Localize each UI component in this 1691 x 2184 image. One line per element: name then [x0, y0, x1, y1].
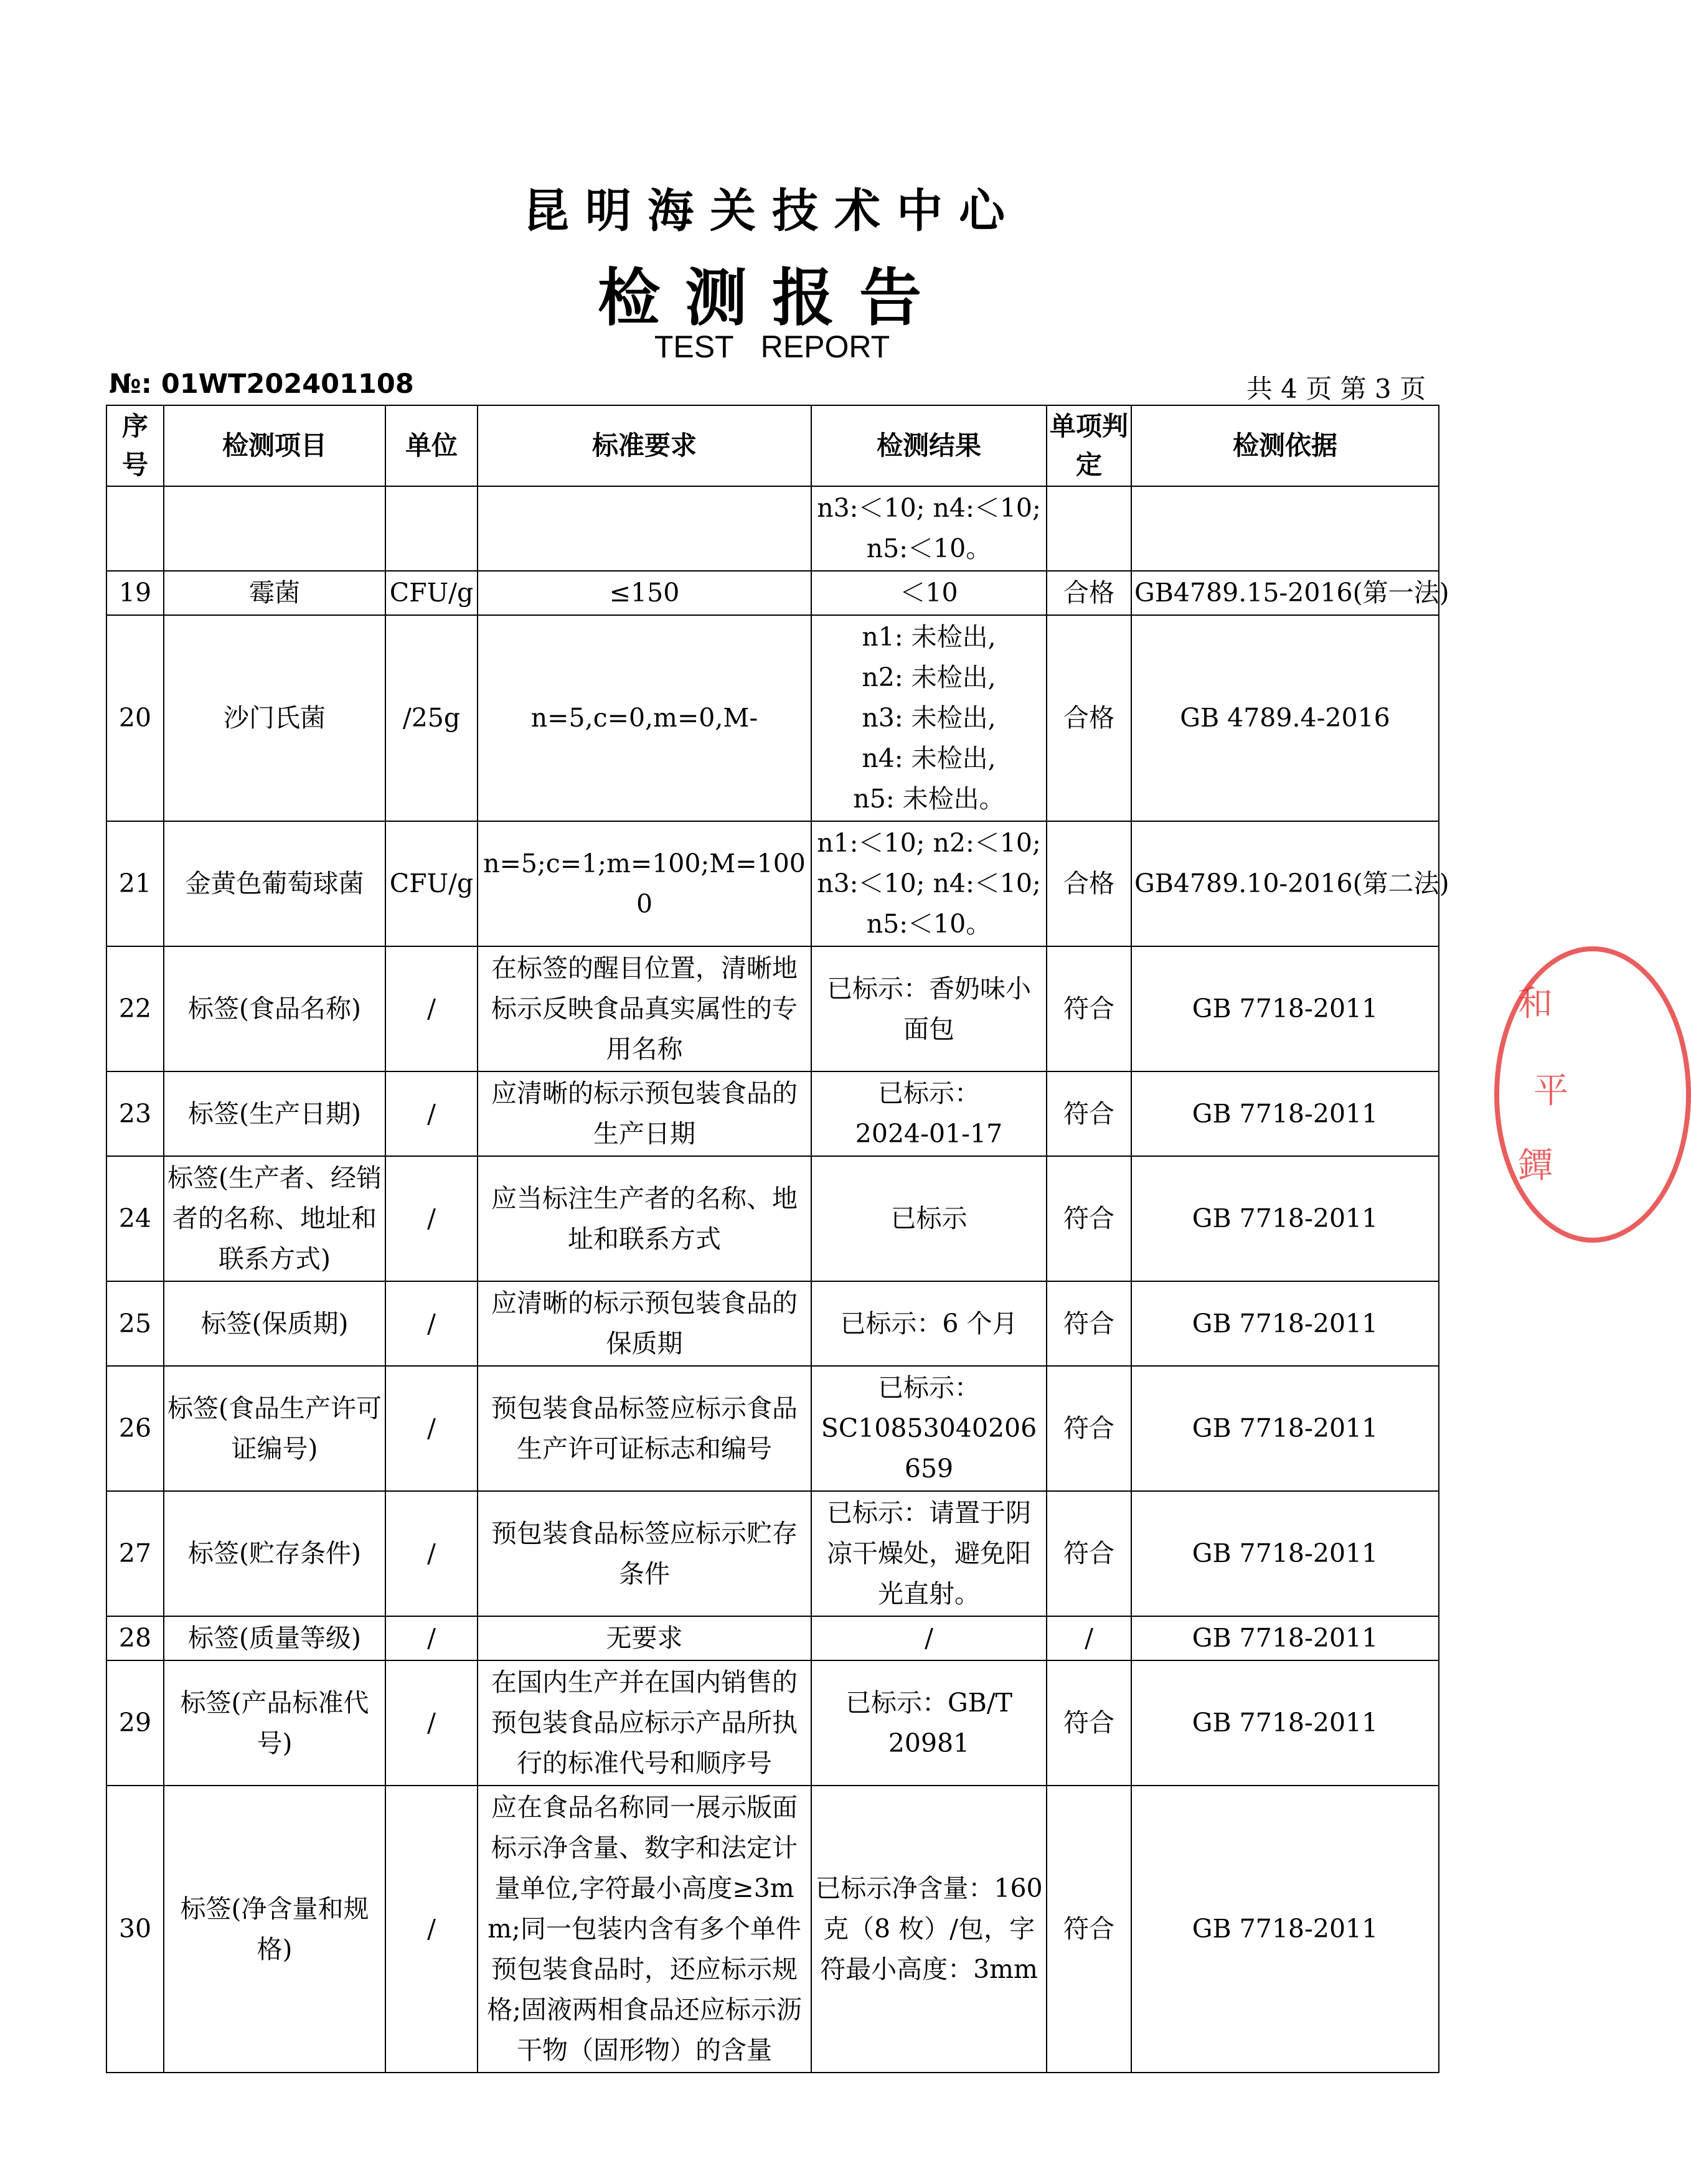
cell-no	[106, 486, 164, 571]
cell-item: 标签(食品名称)	[164, 946, 385, 1071]
cell-result: n3:＜10; n4:＜10; n5:＜10。	[811, 486, 1047, 571]
cell-verdict: 符合	[1047, 946, 1131, 1071]
cell-result: 已标示：6 个月	[811, 1281, 1047, 1366]
cell-no: 22	[106, 946, 164, 1071]
organization-name: 昆明海关技术中心	[523, 184, 1021, 238]
cell-requirement: 预包装食品标签应标示食品生产许可证标志和编号	[478, 1366, 811, 1491]
cell-requirement: 应在食品名称同一展示版面标示净含量、数字和法定计量单位,字符最小高度≥3mm;同一包装内含有多个单件预包装食品时，还应标示规格;固液两相食品还应标示沥干物（固形物）的含量	[478, 1786, 811, 2073]
cell-requirement: 预包装食品标签应标示贮存条件	[478, 1491, 811, 1616]
cell-no: 27	[106, 1491, 164, 1616]
cell-basis: GB 7718-2011	[1131, 1786, 1439, 2073]
cell-item: 沙门氏菌	[164, 615, 385, 821]
cell-unit: CFU/g	[385, 571, 478, 615]
cell-basis: GB 7718-2011	[1131, 1491, 1439, 1616]
cell-item: 霉菌	[164, 571, 385, 615]
cell-no: 30	[106, 1786, 164, 2073]
table-row	[106, 821, 1439, 946]
stamp-fragment: 鐔	[1518, 1146, 1553, 1186]
cell-verdict: 符合	[1047, 1660, 1131, 1786]
table-row	[106, 571, 1439, 615]
table-row	[106, 946, 1439, 1071]
cell-requirement: 无要求	[478, 1616, 811, 1660]
header-unit: 单位	[385, 405, 478, 486]
cell-result: /	[811, 1616, 1047, 1660]
cell-result: n1: 未检出, n2: 未检出, n3: 未检出, n4: 未检出, n5: 未检出。	[811, 615, 1047, 821]
cell-requirement: 应清晰的标示预包装食品的生产日期	[478, 1071, 811, 1156]
cell-result: 已标示：香奶味小面包	[811, 946, 1047, 1071]
cell-no: 19	[106, 571, 164, 615]
cell-unit: /	[385, 1491, 478, 1616]
cell-item: 标签(生产者、经销者的名称、地址和联系方式)	[164, 1156, 385, 1281]
cell-no: 28	[106, 1616, 164, 1660]
cell-basis: GB4789.15-2016(第一法)	[1131, 571, 1439, 615]
cell-no: 24	[106, 1156, 164, 1281]
cell-result: 已标示： 2024-01-17	[811, 1071, 1047, 1156]
cell-requirement: 应当标注生产者的名称、地址和联系方式	[478, 1156, 811, 1281]
table-row	[106, 1156, 1439, 1281]
cell-item: 标签(质量等级)	[164, 1616, 385, 1660]
table-row	[106, 486, 1439, 571]
table-body	[106, 486, 1449, 2073]
cell-basis: GB 7718-2011	[1131, 946, 1439, 1071]
table-row	[106, 1616, 1439, 1660]
cell-requirement: 在国内生产并在国内销售的预包装食品应标示产品所执行的标准代号和顺序号	[478, 1660, 811, 1786]
cell-basis: GB 7718-2011	[1131, 1660, 1439, 1786]
cell-result: n1:＜10; n2:＜10; n3:＜10; n4:＜10; n5:＜10。	[811, 821, 1047, 946]
table-row	[106, 1786, 1439, 2073]
table-row	[106, 1491, 1439, 1616]
cell-basis: GB 7718-2011	[1131, 1071, 1439, 1156]
table-row	[106, 1281, 1439, 1366]
cell-no: 20	[106, 615, 164, 821]
cell-requirement: ≤150	[478, 571, 811, 615]
cell-no: 23	[106, 1071, 164, 1156]
cell-basis: GB4789.10-2016(第二法)	[1131, 821, 1439, 946]
cell-no: 29	[106, 1660, 164, 1786]
header-requirement: 标准要求	[478, 405, 811, 486]
cell-requirement: n=5;c=1;m=100;M=1000	[478, 821, 811, 946]
cell-verdict: 符合	[1047, 1281, 1131, 1366]
cell-result: 已标示净含量：160克（8 枚）/包，字符最小高度：3mm	[811, 1786, 1047, 2073]
cell-verdict: 符合	[1047, 1491, 1131, 1616]
header-result: 检测结果	[811, 405, 1047, 486]
cell-no: 21	[106, 821, 164, 946]
header-no: 序号	[106, 405, 164, 486]
cell-item: 标签(贮存条件)	[164, 1491, 385, 1616]
cell-basis	[1131, 486, 1439, 571]
report-title: 检测报告	[598, 261, 946, 334]
header-item: 检测项目	[164, 405, 385, 486]
cell-unit: /	[385, 1156, 478, 1281]
cell-requirement	[478, 486, 811, 571]
cell-requirement: n=5,c=0,m=0,M-	[478, 615, 811, 821]
stamp-fragment: 和	[1518, 984, 1553, 1024]
cell-verdict: 合格	[1047, 571, 1131, 615]
cell-item	[164, 486, 385, 571]
report-subtitle: TEST REPORT	[654, 329, 890, 364]
cell-verdict: 符合	[1047, 1071, 1131, 1156]
table-row	[106, 1071, 1439, 1156]
cell-item: 标签(产品标准代号)	[164, 1660, 385, 1786]
cell-item: 标签(食品生产许可证编号)	[164, 1366, 385, 1491]
report-number: №: 01WT202401108	[109, 369, 414, 400]
stamp-fragment: 平	[1533, 1071, 1568, 1111]
cell-verdict	[1047, 486, 1131, 571]
cell-unit	[385, 486, 478, 571]
cell-unit: /	[385, 946, 478, 1071]
cell-verdict: 符合	[1047, 1366, 1131, 1491]
cell-item: 标签(保质期)	[164, 1281, 385, 1366]
cell-requirement: 在标签的醒目位置，清晰地标示反映食品真实属性的专用名称	[478, 946, 811, 1071]
cell-result: 已标示：GB/T 20981	[811, 1660, 1047, 1786]
page-indicator: 共 4 页 第 3 页	[1246, 374, 1426, 404]
table-row	[106, 615, 1439, 821]
cell-result: 已标示： SC10853040206659	[811, 1366, 1047, 1491]
cell-verdict: 合格	[1047, 821, 1131, 946]
cell-unit: /	[385, 1616, 478, 1660]
cell-basis: GB 4789.4-2016	[1131, 615, 1439, 821]
cell-result: 已标示：请置于阴凉干燥处，避免阳光直射。	[811, 1491, 1047, 1616]
cell-verdict: 符合	[1047, 1156, 1131, 1281]
cell-basis: GB 7718-2011	[1131, 1616, 1439, 1660]
red-seal-stamp	[1494, 946, 1691, 1243]
cell-unit: /	[385, 1366, 478, 1491]
header-verdict: 单项判定	[1047, 405, 1131, 486]
cell-no: 26	[106, 1366, 164, 1491]
cell-basis: GB 7718-2011	[1131, 1156, 1439, 1281]
cell-unit: CFU/g	[385, 821, 478, 946]
cell-verdict: 符合	[1047, 1786, 1131, 2073]
table-header-row	[106, 405, 1439, 486]
table-row	[106, 1660, 1439, 1786]
cell-no: 25	[106, 1281, 164, 1366]
cell-unit: /	[385, 1071, 478, 1156]
cell-unit: /	[385, 1281, 478, 1366]
cell-unit: /25g	[385, 615, 478, 821]
cell-item: 标签(净含量和规格)	[164, 1786, 385, 2073]
cell-item: 标签(生产日期)	[164, 1071, 385, 1156]
cell-result: 已标示	[811, 1156, 1047, 1281]
cell-requirement: 应清晰的标示预包装食品的保质期	[478, 1281, 811, 1366]
cell-basis: GB 7718-2011	[1131, 1366, 1439, 1491]
table-row	[106, 1366, 1439, 1491]
cell-item: 金黄色葡萄球菌	[164, 821, 385, 946]
cell-verdict: /	[1047, 1616, 1131, 1660]
results-table	[106, 405, 1449, 2073]
cell-verdict: 合格	[1047, 615, 1131, 821]
cell-unit: /	[385, 1786, 478, 2073]
header-basis: 检测依据	[1131, 405, 1439, 486]
cell-result: ＜10	[811, 571, 1047, 615]
cell-basis: GB 7718-2011	[1131, 1281, 1439, 1366]
cell-unit: /	[385, 1660, 478, 1786]
